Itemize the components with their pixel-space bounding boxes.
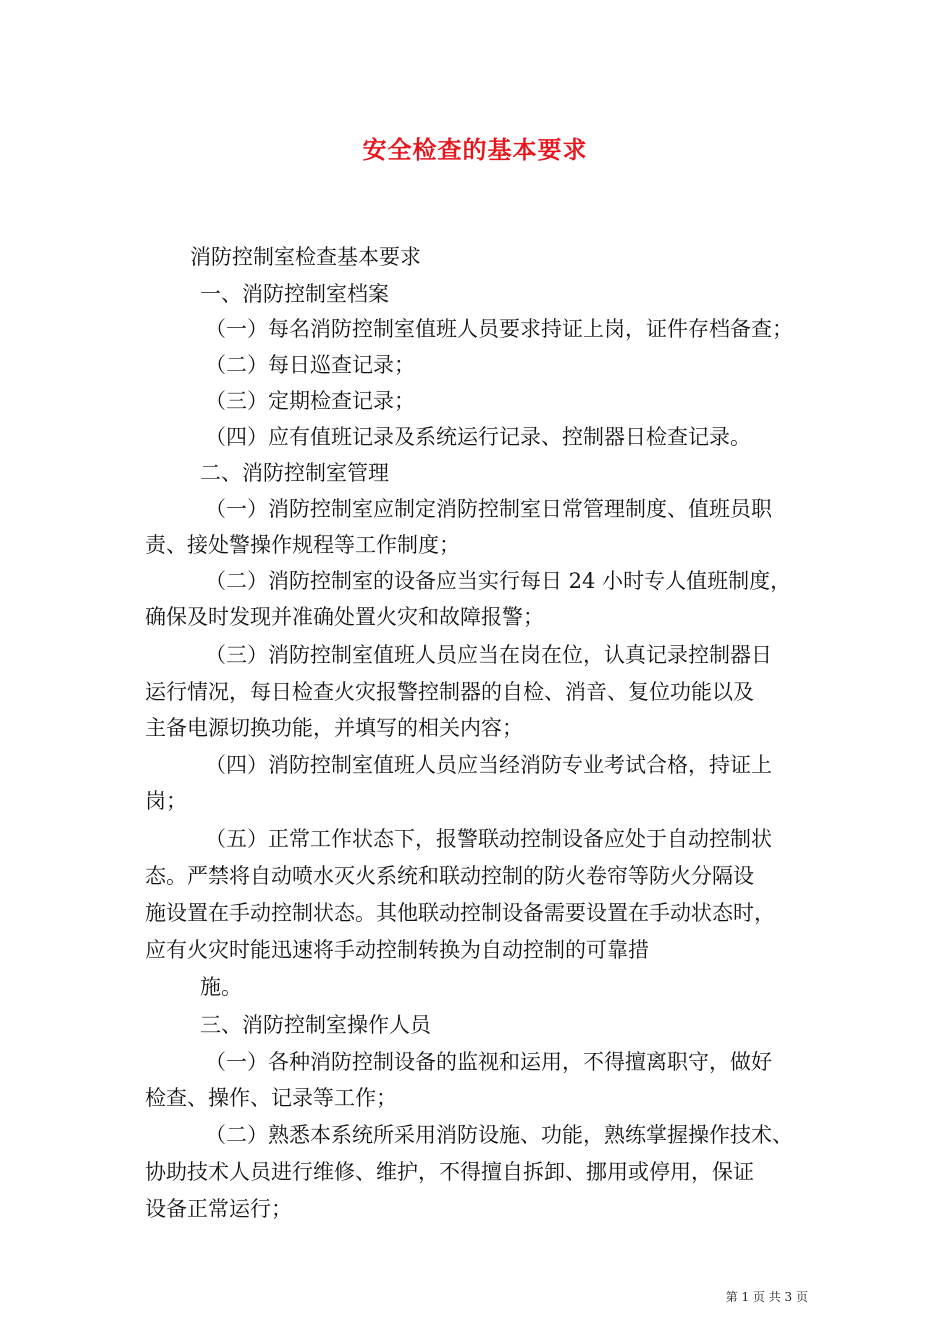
heading-level-1: 三、消防控制室操作人员 bbox=[200, 1013, 431, 1037]
paragraph-line: （四）应有值班记录及系统运行记录、控制器日检查记录。 bbox=[205, 425, 751, 449]
paragraph-line: 检查、操作、记录等工作； bbox=[145, 1086, 397, 1110]
paragraph-line: （一）每名消防控制室值班人员要求持证上岗，证件存档备查； bbox=[205, 317, 793, 341]
paragraph-line: （二）每日巡查记录； bbox=[205, 353, 415, 377]
paragraph-line: （三）消防控制室值班人员应当在岗在位，认真记录控制器日 bbox=[205, 643, 772, 667]
paragraph-line: （一）各种消防控制设备的监视和运用，不得擅离职守，做好 bbox=[205, 1050, 772, 1074]
paragraph-line: 应有火灾时能迅速将手动控制转换为自动控制的可靠措 bbox=[145, 938, 649, 962]
paragraph-line: 岗； bbox=[145, 789, 187, 813]
paragraph-line: （二）消防控制室的设备应当实行每日 24 小时专人值班制度， bbox=[205, 569, 792, 593]
section-heading: 消防控制室检查基本要求 bbox=[190, 245, 421, 269]
page-number-footer: 第 1 页 共 3 页 bbox=[725, 1290, 808, 1304]
heading-level-1: 一、消防控制室档案 bbox=[200, 282, 389, 306]
paragraph-line: 主备电源切换功能，并填写的相关内容； bbox=[145, 716, 523, 740]
paragraph-line: 运行情况，每日检查火灾报警控制器的自检、消音、复位功能以及 bbox=[145, 680, 754, 704]
paragraph-line: 施。 bbox=[200, 975, 242, 999]
paragraph-line: （三）定期检查记录； bbox=[205, 389, 415, 413]
paragraph-line: 设备正常运行； bbox=[145, 1197, 292, 1221]
paragraph-line: 施设置在手动控制状态。其他联动控制设备需要设置在手动状态时， bbox=[145, 901, 775, 925]
page-title: 安全检查的基本要求 bbox=[362, 135, 588, 164]
paragraph-line: 确保及时发现并准确处置火灾和故障报警； bbox=[145, 605, 544, 629]
heading-level-1: 二、消防控制室管理 bbox=[200, 461, 389, 485]
paragraph-line: （四）消防控制室值班人员应当经消防专业考试合格，持证上 bbox=[205, 753, 772, 777]
paragraph-line: （二）熟悉本系统所采用消防设施、功能，熟练掌握操作技术、 bbox=[205, 1123, 793, 1147]
paragraph-line: 责、接处警操作规程等工作制度； bbox=[145, 533, 460, 557]
paragraph-line: 协助技术人员进行维修、维护，不得擅自拆卸、挪用或停用，保证 bbox=[145, 1160, 754, 1184]
paragraph-line: （一）消防控制室应制定消防控制室日常管理制度、值班员职 bbox=[205, 497, 772, 521]
paragraph-line: （五）正常工作状态下，报警联动控制设备应处于自动控制状 bbox=[205, 827, 772, 851]
paragraph-line: 态。严禁将自动喷水灭火系统和联动控制的防火卷帘等防火分隔设 bbox=[145, 864, 754, 888]
